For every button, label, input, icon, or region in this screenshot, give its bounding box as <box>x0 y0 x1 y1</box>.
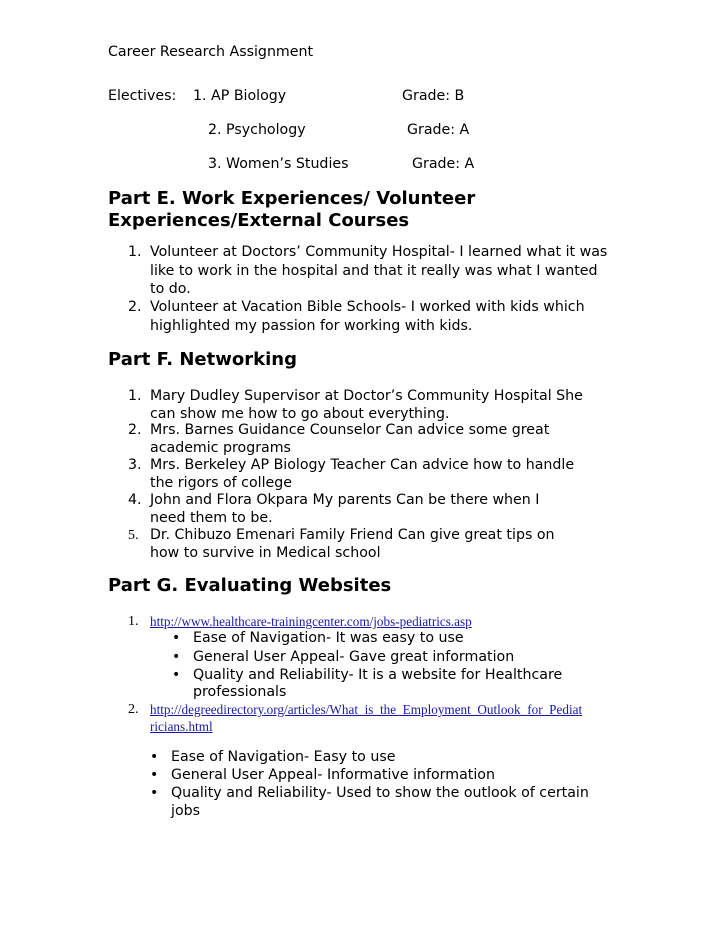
list-item-number: 2. <box>128 299 142 315</box>
list-item-line: Volunteer at Doctors’ Community Hospital- I learned what it was <box>150 244 608 260</box>
bullet-text: General User Appeal- Informative information <box>171 767 495 783</box>
list-item-line: Mrs. Barnes Guidance Counselor Can advice some great <box>150 422 550 438</box>
list-item-number: 5. <box>128 528 139 543</box>
list-item-line: Volunteer at Vacation Bible Schools- I worked with kids which <box>150 299 585 315</box>
elective-grade-1: Grade: B <box>402 88 465 104</box>
bullet-dot: • <box>150 767 159 783</box>
list-item-number: 2. <box>128 422 142 438</box>
bullet-text: Ease of Navigation- Easy to use <box>171 749 396 765</box>
bullet-text: General User Appeal- Gave great information <box>193 649 515 665</box>
part-e-heading-line1: Part E. Work Experiences/ Volunteer <box>108 188 476 209</box>
list-item-number: 1. <box>128 614 139 629</box>
bullet-dot: • <box>150 785 159 801</box>
elective-grade-2: Grade: A <box>407 122 470 138</box>
elective-course-1: 1. AP Biology <box>193 88 287 104</box>
list-item-line: Mrs. Berkeley AP Biology Teacher Can advice how to handle <box>150 457 575 473</box>
bullet-text: Ease of Navigation- It was easy to use <box>193 630 464 646</box>
list-item-line: highlighted my passion for working with kids. <box>150 318 473 334</box>
list-item-line: how to survive in Medical school <box>150 545 381 561</box>
electives-label: Electives: <box>108 88 177 104</box>
bullet-text: professionals <box>193 684 287 700</box>
list-item-number: 4. <box>128 492 142 508</box>
part-g-heading: Part G. Evaluating Websites <box>108 575 392 596</box>
list-item-number: 1. <box>128 244 142 260</box>
bullet-text: jobs <box>171 803 201 819</box>
list-item-line: Dr. Chibuzo Emenari Family Friend Can give great tips on <box>150 527 555 543</box>
document-title: Career Research Assignment <box>108 44 314 60</box>
website-link-2-cont[interactable]: ricians.html <box>150 719 213 734</box>
list-item-line: can show me how to go about everything. <box>150 406 450 422</box>
list-item-line: need them to be. <box>150 510 273 526</box>
elective-course-2: 2. Psychology <box>208 122 306 138</box>
bullet-text: Quality and Reliability- Used to show the outlook of certain <box>171 785 589 801</box>
list-item-line: the rigors of college <box>150 475 292 491</box>
bullet-dot: • <box>172 649 181 665</box>
bullet-text: Quality and Reliability- It is a website for Healthcare <box>193 667 563 683</box>
list-item-line: John and Flora Okpara My parents Can be there when I <box>150 492 540 508</box>
list-item-line: to do. <box>150 281 191 297</box>
website-link-2[interactable]: http://degreedirectory.org/articles/What_is_the_Employment_Outlook_for_Pediat <box>150 702 583 717</box>
bullet-dot: • <box>150 749 159 765</box>
list-item-number: 3. <box>128 457 142 473</box>
list-item-number: 1. <box>128 388 142 404</box>
bullet-dot: • <box>172 667 181 683</box>
list-item-number: 2. <box>128 702 139 717</box>
website-link-1[interactable]: http://www.healthcare-trainingcenter.com/jobs-pediatrics.asp <box>150 614 472 629</box>
bullet-dot: • <box>172 630 181 646</box>
elective-grade-3: Grade: A <box>412 156 475 172</box>
list-item-line: academic programs <box>150 440 291 456</box>
list-item-line: Mary Dudley Supervisor at Doctor’s Community Hospital She <box>150 388 583 404</box>
part-f-heading: Part F. Networking <box>108 349 297 370</box>
part-e-heading-line2: Experiences/External Courses <box>108 210 410 231</box>
list-item-line: like to work in the hospital and that it really was what I wanted <box>150 263 598 279</box>
elective-course-3: 3. Women’s Studies <box>208 156 349 172</box>
